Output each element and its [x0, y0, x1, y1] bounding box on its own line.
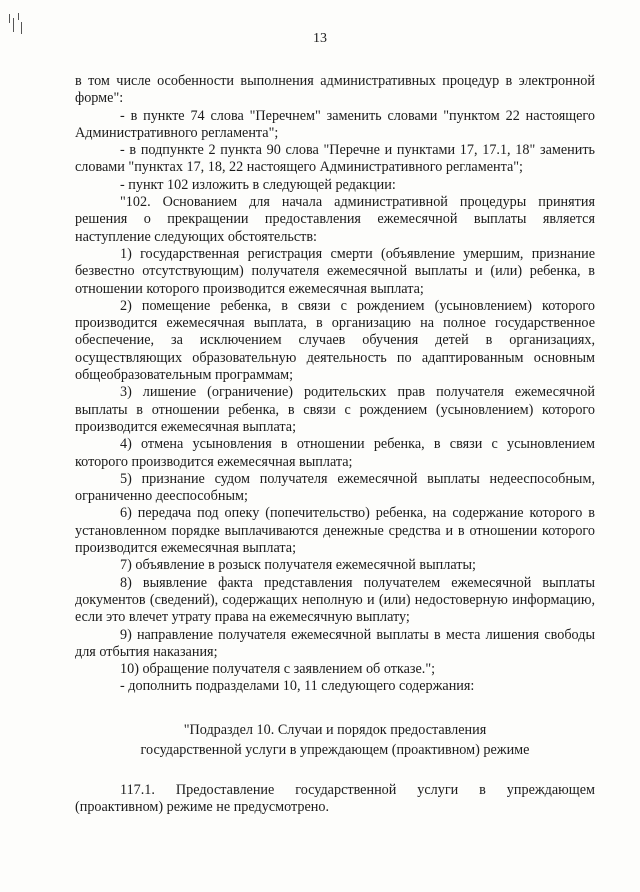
paragraph: - в пункте 74 слова "Перечнем" заменить словами "пунктом 22 настоящего Административного регламента"; [75, 107, 595, 141]
final-paragraph: 117.1. Предоставление государственной услуги в упреждающем (проактивном) режиме не предусмотрено. [75, 781, 595, 815]
document-body [75, 73, 595, 816]
paragraph: в том числе особенности выполнения административных процедур в электронной форме": [75, 73, 595, 107]
subsection-title-line2: государственной услуги в упреждающем (проактивном) режиме [140, 741, 530, 758]
subsection-title-line1: "Подраздел 10. Случаи и порядок предоставления [183, 721, 487, 738]
list-item: 5) признание судом получателя ежемесячной выплаты недееспособным, ограниченно дееспособным; [75, 470, 595, 505]
paragraph: "102. Основанием для начала административной процедуры принятия решения о прекращении предоставления ежемесячной выплаты является наступление следующих обстоятельств: [75, 194, 595, 245]
list-item: 4) отмена усыновления в отношении ребенка, в связи с усыновлением которого производится ежемесячная выплата; [75, 436, 595, 470]
list-item: 1) государственная регистрация смерти (объявление умершим, признание безвестно отсутствующим) получателя ежемесячной выплаты и (или) ребенка, в отношении которого производится ежемесячная выплата; [75, 245, 595, 297]
list-item: 6) передача под опеку (попечительство) ребенка, на содержание которого в установленном порядке выплачиваются денежные средства и в отношении которого производится ежемесячная выплата; [75, 505, 595, 557]
paragraph: - пункт 102 изложить в следующей редакции: [120, 176, 396, 193]
subsection-title [75, 720, 595, 760]
paragraph: - дополнить подразделами 10, 11 следующего содержания: [120, 678, 475, 695]
list-item: 2) помещение ребенка, в связи с рождением (усыновлением) которого производится ежемесячная выплата, в организацию на полное государственное обеспечение, за исключением случаев обучения детей в организациях, осуществляющих образовательную деятельность по адаптированным основным общеобразовательным программам; [75, 297, 595, 384]
paragraph: - в подпункте 2 пункта 90 слова "Перечне и пунктами 17, 17.1, 18" заменить словами "пунктах 17, 18, 22 настоящего Административного регламента"; [75, 142, 595, 176]
list-item: 3) лишение (ограничение) родительских прав получателя ежемесячной выплаты в отношении ребенка, в связи с рождением (усыновлением) которого производится ежемесячная выплата; [75, 384, 595, 435]
list-item: 8) выявление факта представления получателем ежемесячной выплаты документов (сведений), содержащих неполную и (или) недостоверную информацию, если это влечет утрату права на ежемесячную выплату; [75, 574, 595, 626]
list-item: 10) обращение получателя с заявлением об отказе."; [120, 661, 436, 678]
list-item: 9) направление получателя ежемесячной выплаты в места лишения свободы для отбытия наказания; [75, 626, 595, 660]
list-item: 7) объявление в розыск получателя ежемесячной выплаты; [120, 557, 476, 574]
page-number: 13 [313, 31, 327, 46]
